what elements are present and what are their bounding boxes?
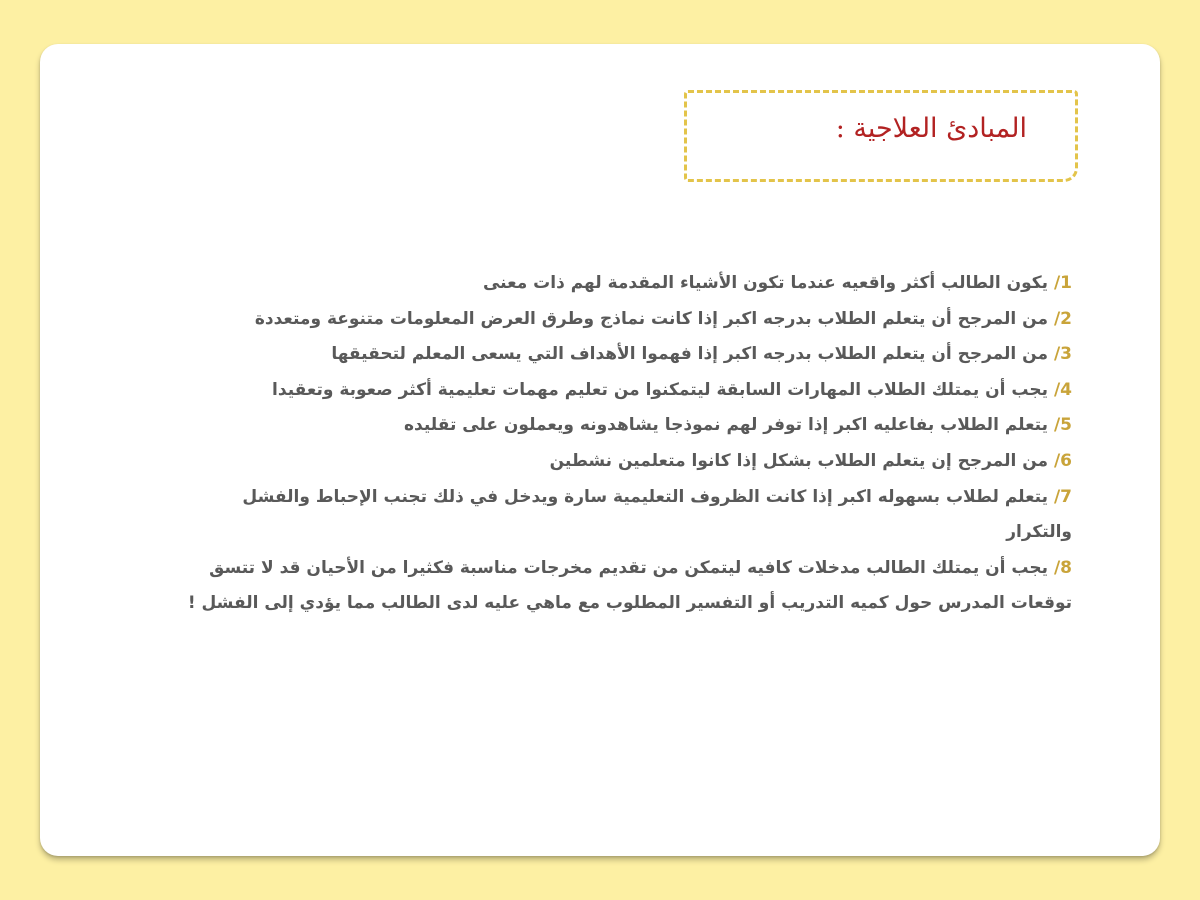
principle-text: يتعلم الطلاب بفاعليه اكبر إذا توفر لهم نموذجا يشاهدونه ويعملون على تقليده <box>403 415 1049 436</box>
principle-number: 4/ <box>1053 379 1072 400</box>
principle-item-1 <box>172 266 1072 302</box>
principles-list <box>172 266 1072 622</box>
slide-title: المبادئ العلاجية : <box>835 113 1027 144</box>
principle-item-3 <box>172 337 1072 373</box>
principle-text: يجب أن يمتلك الطلاب المهارات السابقة ليتمكنوا من تعليم مهمات تعليمية أكثر صعوبة وتعقيدا <box>272 379 1049 400</box>
principle-number: 5/ <box>1053 415 1072 436</box>
principle-number: 1/ <box>1053 273 1072 293</box>
title-box <box>684 90 1078 182</box>
principle-item-2 <box>172 302 1072 338</box>
principle-item-7 <box>172 480 1072 551</box>
principle-number: 7/ <box>1053 486 1072 507</box>
principle-text: من المرجح إن يتعلم الطلاب بشكل إذا كانوا متعلمين نشطين <box>549 450 1049 471</box>
principle-item-6 <box>172 444 1072 480</box>
principle-number: 2/ <box>1053 308 1072 329</box>
principle-item-8 <box>172 551 1072 622</box>
principle-number: 8/ <box>1053 557 1072 578</box>
principle-text: من المرجح أن يتعلم الطلاب بدرجه اكبر إذا كانت نماذج وطرق العرض المعلومات متنوعة ومتعددة <box>254 308 1049 329</box>
principle-text: يتعلم لطلاب بسهوله اكبر إذا كانت الظروف التعليمية سارة ويدخل في ذلك تجنب الإحباط والفشل والتكرار <box>242 486 1072 543</box>
principle-text: من المرجح أن يتعلم الطلاب بدرجه اكبر إذا فهموا الأهداف التي يسعى المعلم لتحقيقها <box>331 344 1049 365</box>
principle-item-5 <box>172 408 1072 444</box>
principle-number: 3/ <box>1053 344 1072 365</box>
principle-item-4 <box>172 373 1072 409</box>
principle-text: يجب أن يمتلك الطالب مدخلات كافيه ليتمكن من تقديم مخرجات مناسبة فكثيرا من الأحيان قد لا تتسق توقعات المدرس حول كميه التدريب أو التفسير المطلوب مع ماهي عليه لدى الطالب مما يؤدي إلى الفشل ! <box>187 557 1072 614</box>
principle-number: 6/ <box>1053 450 1072 471</box>
slide-card <box>40 44 1160 856</box>
principle-text: يكون الطالب أكثر واقعيه عندما تكون الأشياء المقدمة لهم ذات معنى <box>482 273 1049 293</box>
